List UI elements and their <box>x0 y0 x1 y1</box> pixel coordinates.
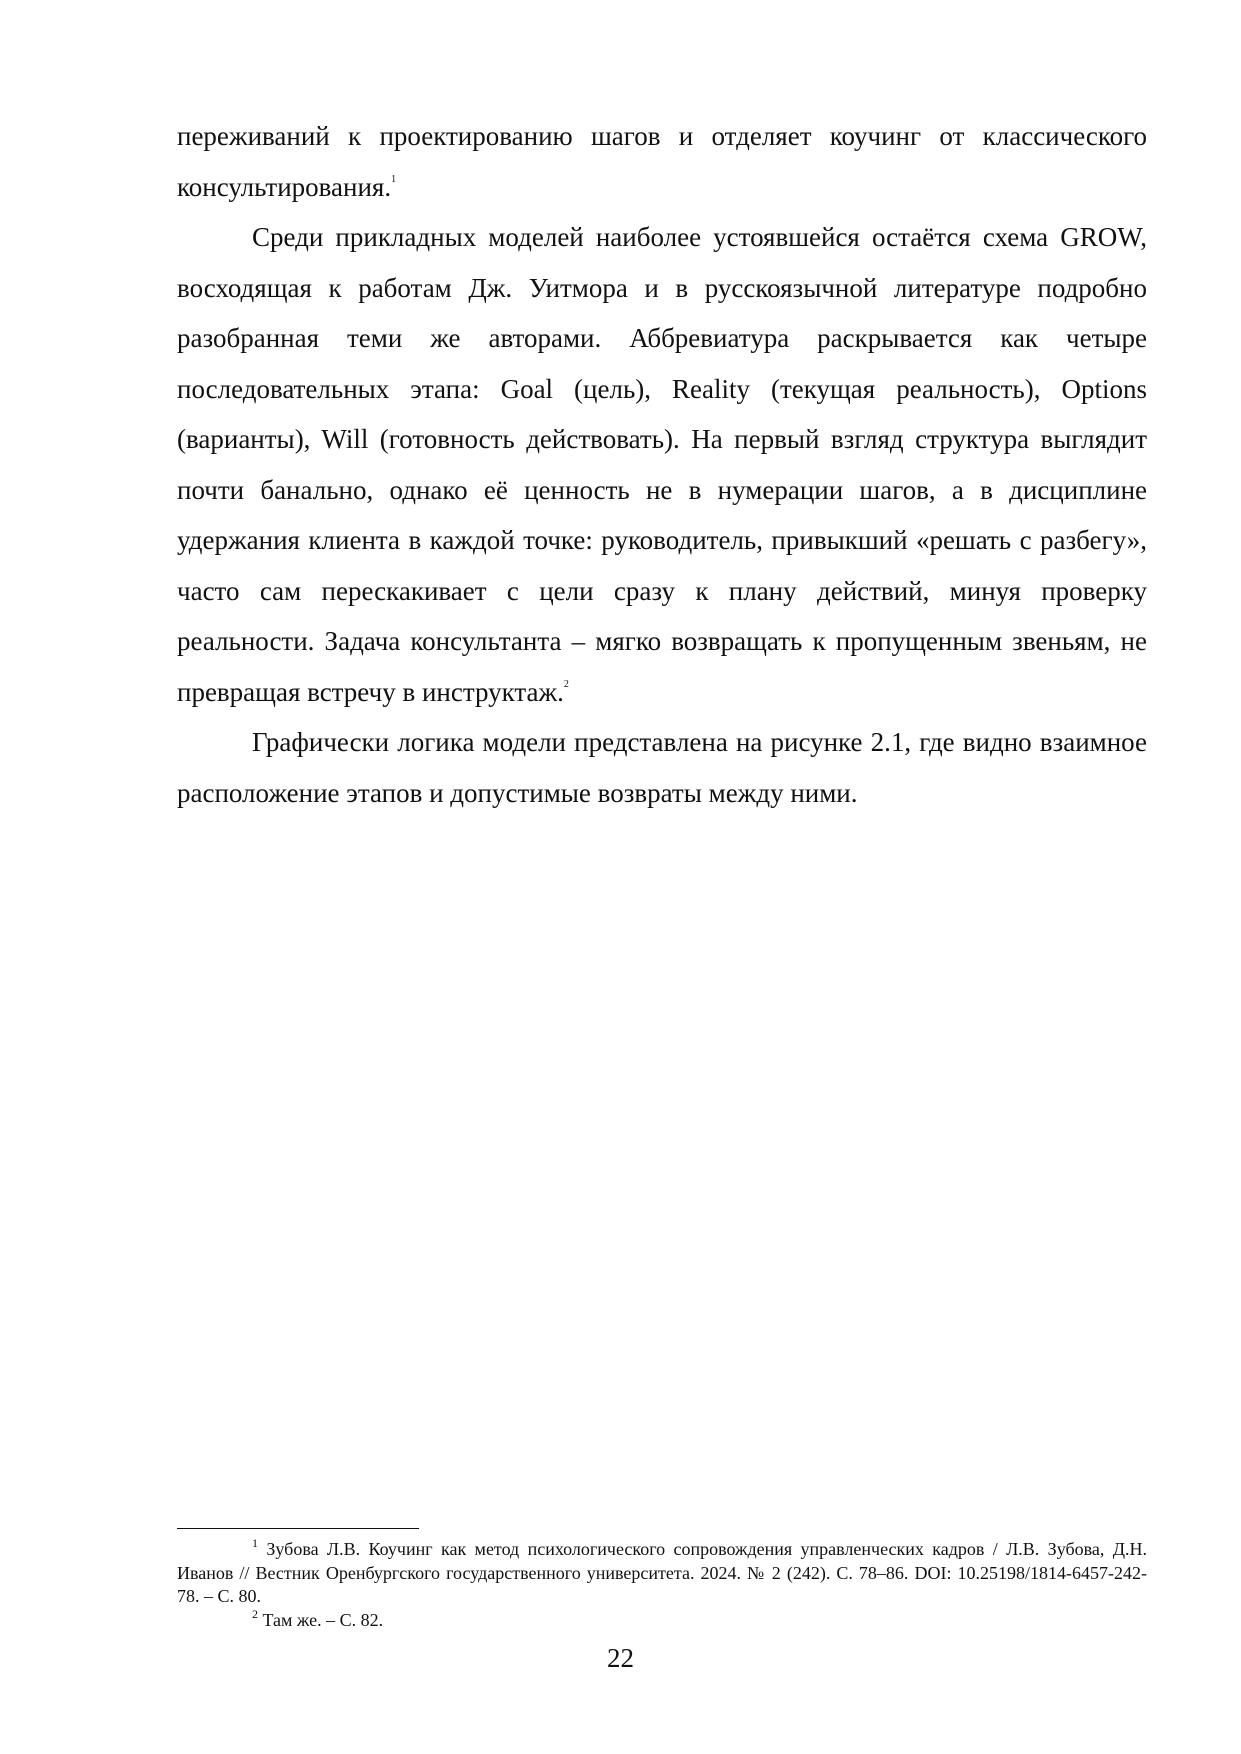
footnote-separator <box>177 1528 419 1529</box>
footnote-1-text: Зубова Л.В. Коучинг как метод психологического сопровождения управленческих кадров / Л.В. Зубова, Д.Н. Иванов // Вестник Оренбургского государственного университета. 2024. № 2 (242). С. 78–86. DOI: 10.25198/1814-6457-242-78. – С. 80. <box>177 1539 1148 1606</box>
body-text <box>177 111 1147 818</box>
paragraph-1 <box>177 111 1147 212</box>
footnote-reference-1[interactable]: 1 <box>391 173 397 185</box>
paragraph-1-text: переживаний к проектированию шагов и отделяет коучинг от классического консультирования. <box>177 121 1147 202</box>
footnote-2-text: Там же. – С. 82. <box>262 1609 384 1630</box>
paragraph-2-text: Среди прикладных моделей наиболее устоявшейся остаётся схема GROW, восходящая к работам Дж. Уитмора и в русскоязычной литературе подробно разобранная теми же авторами. Аббревиатура раскрывается как четыре последовательных этапа: Goal (цель), Reality (текущая реальность), Options (варианты), Will (готовность действовать). На первый взгляд структура выглядит почти банально, однако её ценность не в нумерации шагов, а в дисциплине удержания клиента в каждой точке: руководитель, привыкший «решать с разбегу», часто сам перескакивает с цели сразу к плану действий, минуя проверку реальности. Задача консультанта – мягко возвращать к пропущенным звеньям, не превращая встречу в инструктаж. <box>177 222 1147 707</box>
paragraph-2 <box>177 212 1147 717</box>
footnote-2 <box>177 1606 1147 1633</box>
page-number: 22 <box>607 1643 634 1673</box>
footnote-1-mark: 1 <box>252 1536 258 1550</box>
paragraph-3 <box>177 717 1147 818</box>
footnote-1 <box>177 1538 1147 1609</box>
paragraph-3-text: Графически логика модели представлена на рисунке 2.1, где видно взаимное расположение этапов и допустимые возвраты между ними. <box>177 727 1147 808</box>
footnote-2-mark: 2 <box>252 1606 258 1621</box>
footnote-reference-2[interactable]: 2 <box>563 678 569 690</box>
footnotes <box>177 1538 1147 1632</box>
